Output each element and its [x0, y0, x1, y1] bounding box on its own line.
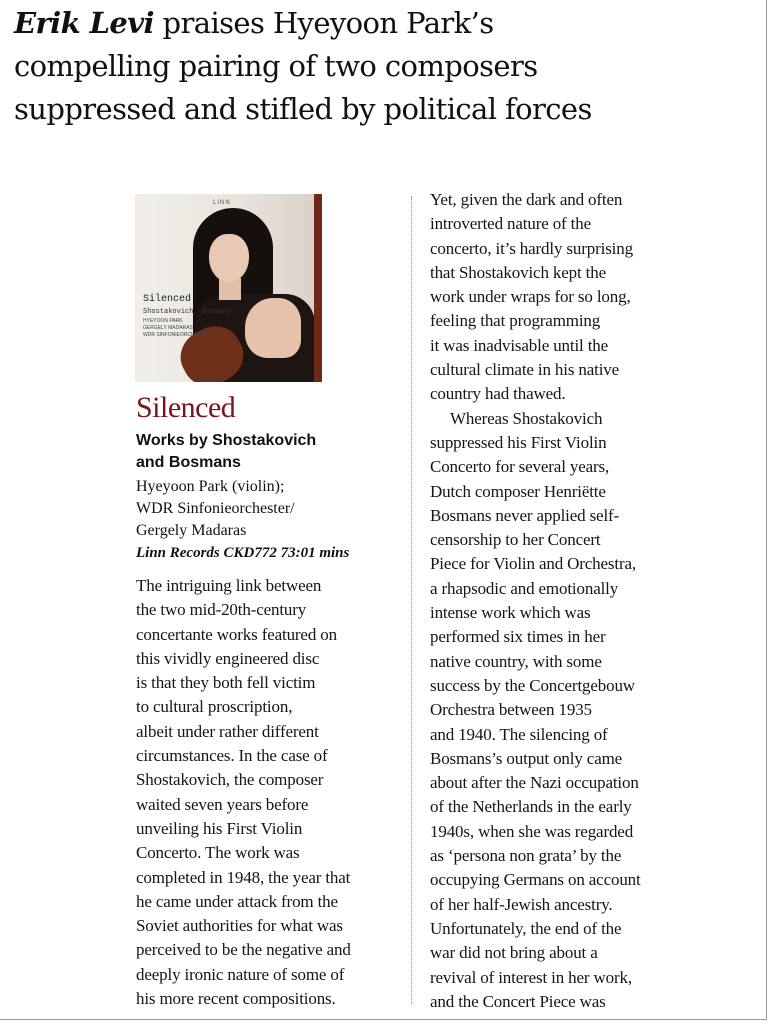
page-frame-right [766, 0, 767, 1020]
headline-line2: compelling pairing of two composers [14, 49, 538, 83]
headline-author: Erik Levi [14, 6, 154, 40]
review-paragraph [136, 574, 398, 1011]
text-line: occupying Germans on account [430, 870, 641, 890]
album-label-catalog: Linn Records CKD772 73:01 mins [136, 545, 350, 561]
headline [14, 2, 759, 131]
page-frame-bottom [0, 1019, 767, 1020]
text-line: as ‘persona non grata’ by the [430, 846, 622, 866]
text-line: introverted nature of the [430, 214, 591, 234]
cover-artwork-edge [314, 194, 322, 382]
text-line: and 1940. The silencing of [430, 724, 608, 744]
text-line: it was inadvisable until the [430, 335, 609, 355]
text-line: censorship to her Concert [430, 530, 601, 550]
text-line: to cultural proscription, [136, 697, 293, 717]
text-line: Whereas Shostakovich [450, 408, 603, 428]
text-line: Orchestra between 1935 [430, 700, 592, 720]
text-line: waited seven years before [136, 794, 309, 814]
text-line: unveiling his First Violin [136, 818, 303, 838]
text-line: perceived to be the negative and [136, 940, 351, 960]
text-line: is that they both fell victim [136, 673, 316, 693]
text-line: concertante works featured on [136, 624, 337, 644]
text-line: cultural climate in his native [430, 360, 620, 380]
text-line: that Shostakovich kept the [430, 262, 606, 282]
cover-subtitle: Shostakovich, Bosmans [143, 308, 232, 316]
text-line: Concerto. The work was [136, 843, 300, 863]
text-line: a rhapsodic and emotionally [430, 578, 619, 598]
column-divider [411, 196, 412, 1004]
text-line: his more recent compositions. [136, 989, 336, 1009]
album-works [136, 430, 396, 474]
text-line: Bosmans never applied self- [430, 505, 620, 525]
cover-credit: GERGELY MADARAS [143, 325, 193, 331]
cover-logo: LINN [213, 200, 231, 206]
text-line: war did not bring about a [430, 943, 598, 963]
text-line: the two mid-20th-century [136, 600, 307, 620]
text-line: Dutch composer Henriëtte [430, 481, 606, 501]
review-body-left-column [136, 574, 398, 1011]
cover-artwork-face [209, 234, 249, 282]
text-line: native country, with some [430, 651, 602, 671]
text-line: Bosmans’s output only came [430, 748, 623, 768]
text-line: Yet, given the dark and often [430, 190, 623, 209]
album-works-line: and Bosmans [136, 454, 241, 471]
performer-line: Hyeyoon Park (violin); [136, 478, 285, 495]
text-line: intense work which was [430, 603, 591, 623]
cover-artwork-shoulder [245, 298, 301, 358]
album-works-line: Works by Shostakovich [136, 432, 317, 449]
text-line: this vividly engineered disc [136, 648, 320, 668]
text-line: deeply ironic nature of some of [136, 964, 345, 984]
review-paragraph [430, 407, 702, 1014]
text-line: circumstances. In the case of [136, 746, 328, 766]
cover-credit: WDR SINFONIEORCHESTER [143, 332, 212, 338]
text-line: Shostakovich, the composer [136, 770, 324, 790]
text-line: and the Concert Piece was [430, 991, 606, 1011]
album-title: Silenced [136, 391, 236, 424]
performer-line: WDR Sinfonieorchester/ [136, 500, 295, 517]
review-paragraph [430, 188, 702, 407]
text-line: completed in 1948, the year that [136, 867, 351, 887]
text-line: country had thawed. [430, 384, 566, 404]
text-line: revival of interest in her work, [430, 967, 632, 987]
text-line: The intriguing link between [136, 576, 322, 595]
text-line: suppressed his First Violin [430, 432, 607, 452]
text-line: Unfortunately, the end of the [430, 918, 622, 938]
cover-credits [143, 318, 211, 339]
text-line: albeit under rather different [136, 721, 319, 741]
text-line: Piece for Violin and Orchestra, [430, 554, 636, 574]
headline-line1: praises Hyeyoon Park’s [153, 6, 494, 40]
text-line: success by the Concertgebouw [430, 675, 635, 695]
performer-line: Gergely Madaras [136, 522, 247, 539]
text-line: Concerto for several years, [430, 457, 610, 477]
album-performers [136, 476, 396, 542]
text-line: performed six times in her [430, 627, 606, 647]
text-line: work under wraps for so long, [430, 287, 631, 307]
text-line: Soviet authorities for what was [136, 916, 343, 936]
text-line: of her half-Jewish ancestry. [430, 894, 613, 914]
text-line: of the Netherlands in the early [430, 797, 632, 817]
text-line: 1940s, when she was regarded [430, 821, 634, 841]
cover-title: Silenced [143, 294, 192, 305]
headline-line3: suppressed and stifled by political forces [14, 92, 592, 126]
cover-credit: HYEYOON PARK [143, 318, 183, 324]
review-body-right-column [430, 188, 702, 1014]
text-line: he came under attack from the [136, 891, 338, 911]
album-cover-image [135, 194, 322, 382]
text-line: about after the Nazi occupation [430, 773, 639, 793]
text-line: concerto, it’s hardly surprising [430, 238, 633, 258]
text-line: feeling that programming [430, 311, 601, 331]
